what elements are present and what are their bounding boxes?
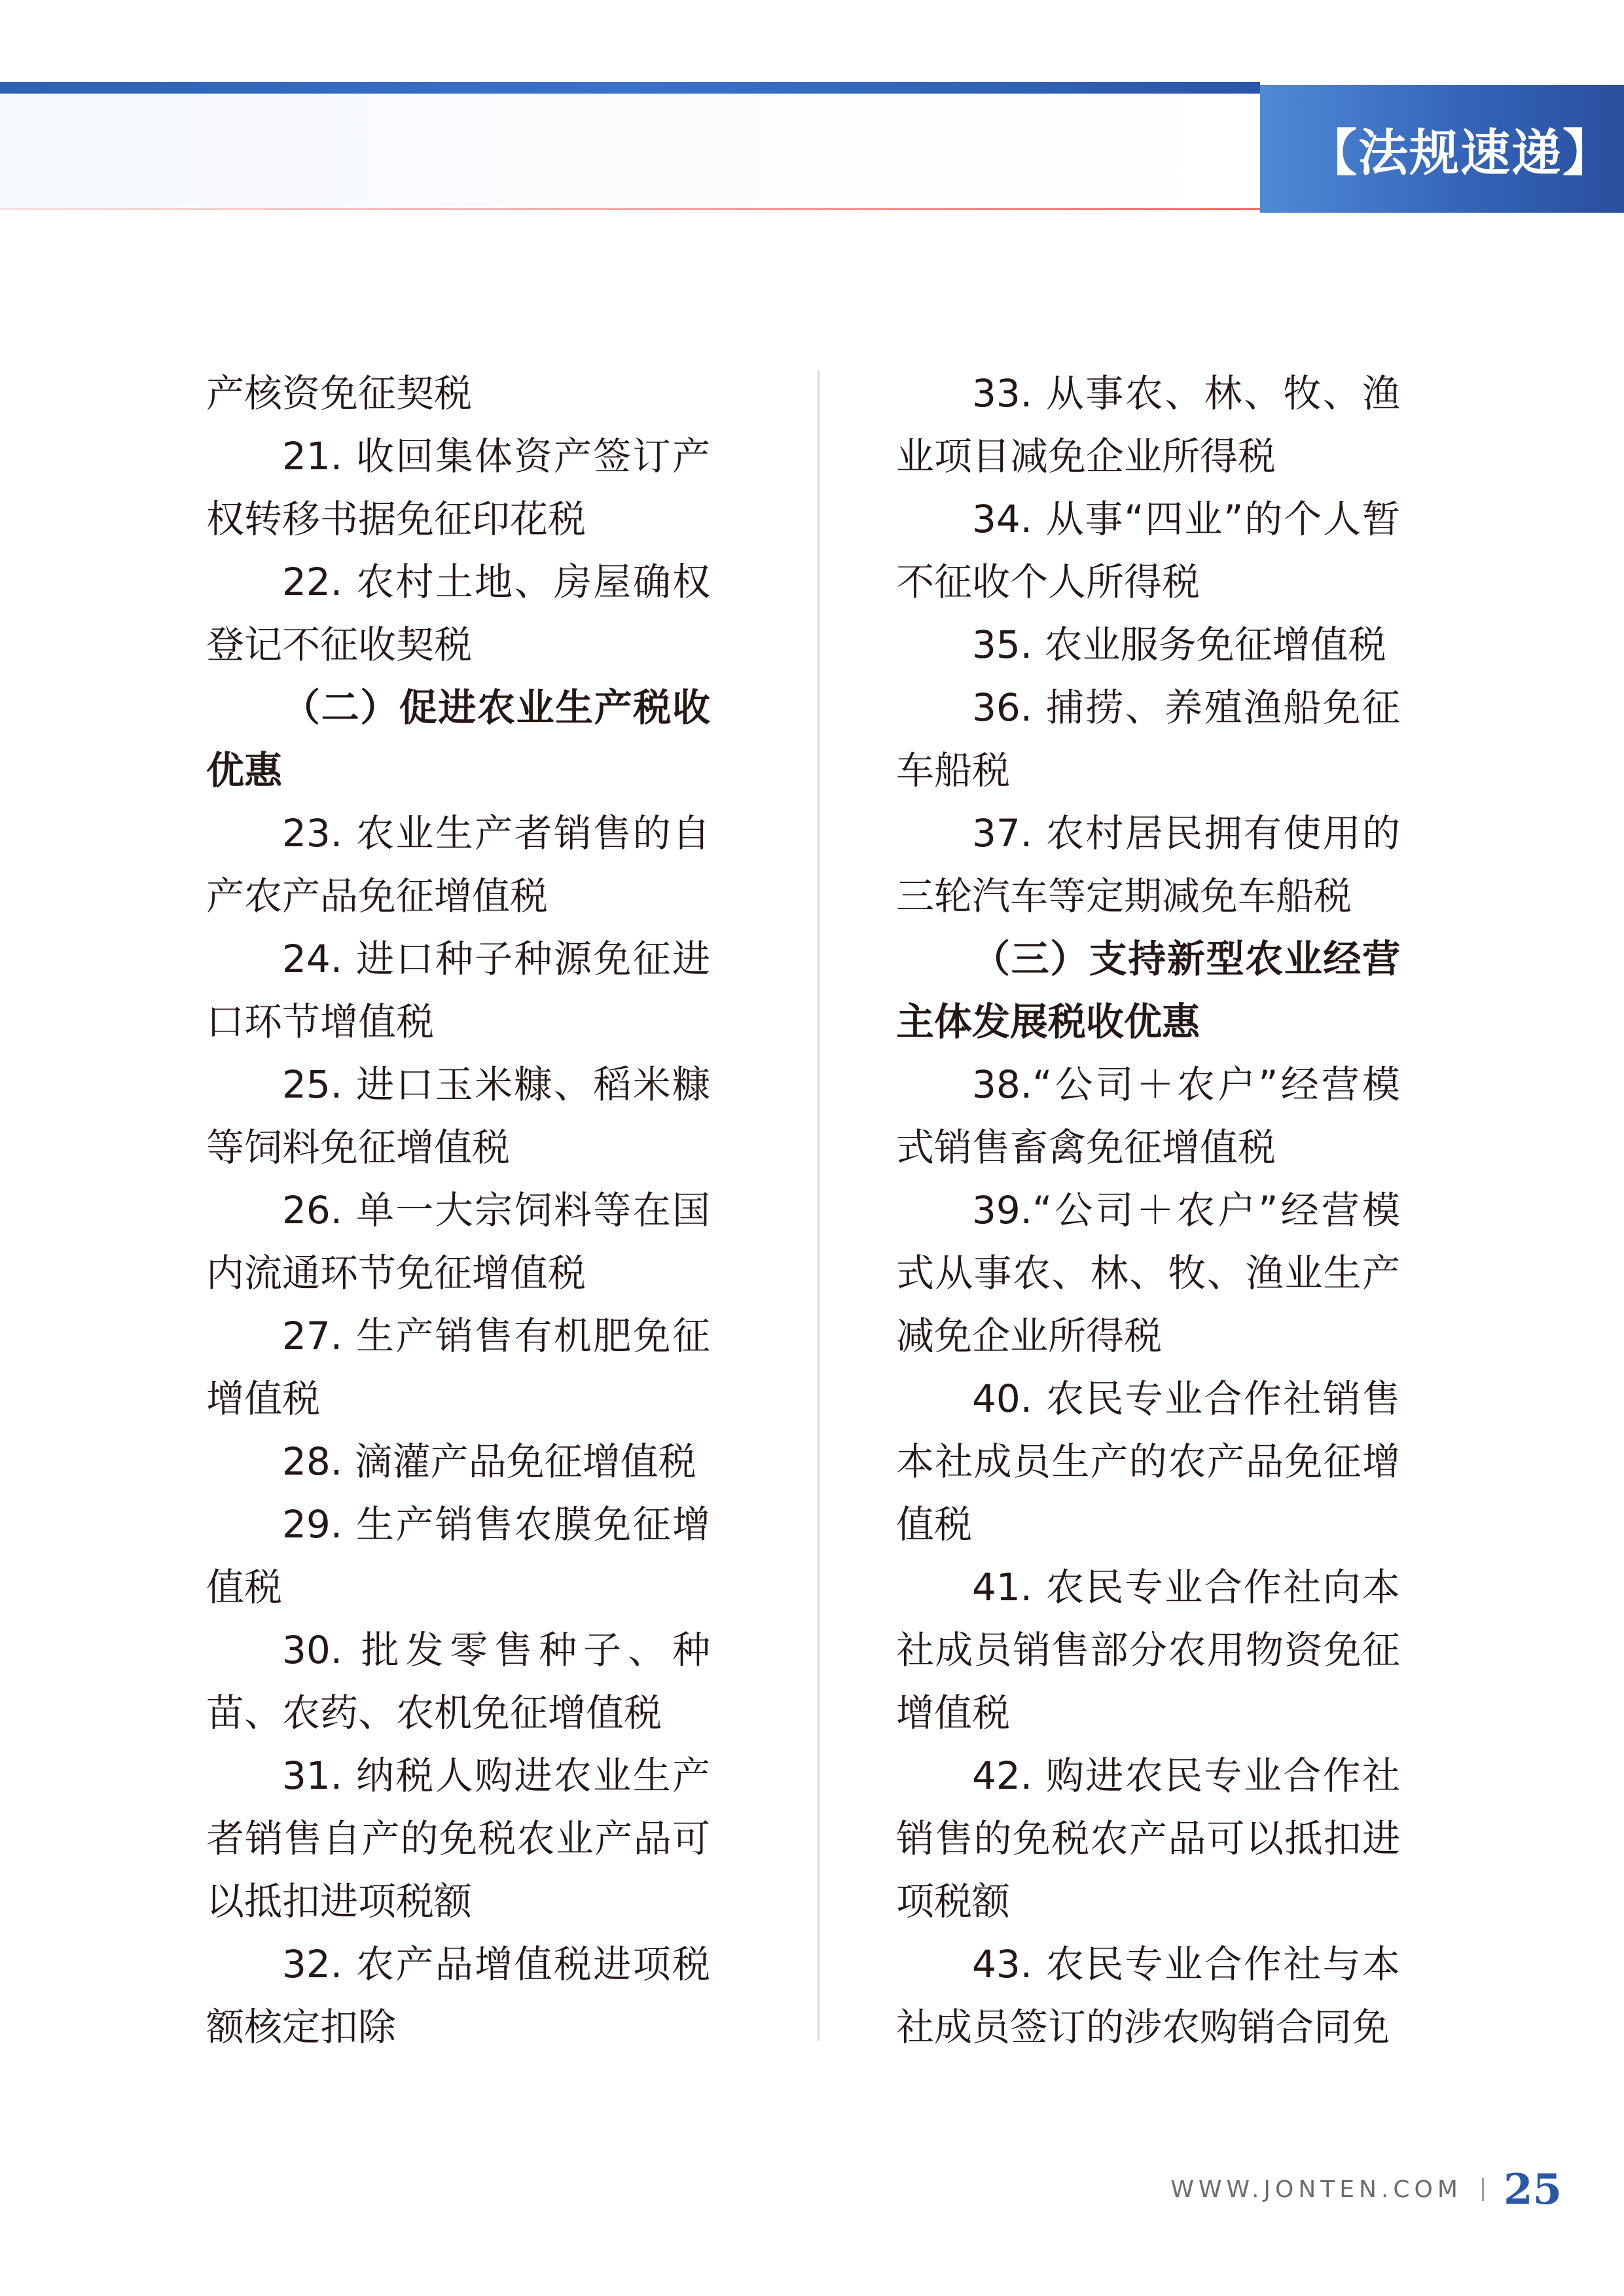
page-number: 25: [1503, 2164, 1562, 2214]
list-item: 28. 滴灌产品免征增值税: [282, 1439, 696, 1484]
header-band: [0, 94, 1260, 210]
list-item: 37. 农村居民拥有使用的三轮汽车等定期减免车船税: [896, 811, 1400, 918]
list-item: 23. 农业生产者销售的自产农产品免征增值税: [206, 811, 710, 918]
left-column: [206, 362, 710, 2058]
list-item: 40. 农民专业合作社销售本社成员生产的农产品免征增值税: [896, 1376, 1400, 1547]
list-item: 24. 进口种子种源免征进口环节增值税: [206, 937, 710, 1044]
list-item: 43. 农民专业合作社与本社成员签订的涉农购销合同免: [896, 1942, 1400, 2049]
list-item: 33. 从事农、林、牧、渔业项目减免企业所得税: [896, 371, 1400, 478]
list-item: 产核资免征契税: [206, 371, 473, 416]
list-item: 35. 农业服务免征增值税: [972, 622, 1386, 667]
header-accent-line: [0, 82, 1260, 94]
list-item: 32. 农产品增值税进项税额核定扣除: [206, 1942, 710, 2049]
section-heading: （三）支持新型农业经营主体发展税收优惠: [896, 937, 1400, 1044]
section-tag-label: 【法规速递】: [1307, 124, 1614, 182]
list-item: 22. 农村土地、房屋确权登记不征收契税: [206, 560, 710, 667]
list-item: 41. 农民专业合作社向本社成员销售部分农用物资免征增值税: [896, 1565, 1400, 1735]
section-heading: （二）促进农业生产税收优惠: [206, 685, 710, 793]
list-item: 25. 进口玉米糠、稻米糠等饲料免征增值税: [206, 1062, 710, 1170]
list-item: 31. 纳税人购进农业生产者销售自产的免税农业产品可以抵扣进项税额: [206, 1753, 710, 1924]
list-item: 30. 批发零售种子、种苗、农药、农机免征增值税: [206, 1628, 710, 1735]
footer-url: WWW.JONTEN.COM: [1170, 2176, 1462, 2203]
list-item: 21. 收回集体资产签订产权转移书据免征印花税: [206, 434, 710, 541]
list-item: 36. 捕捞、养殖渔船免征车船税: [896, 685, 1400, 793]
footer-separator: [1482, 2178, 1484, 2201]
list-item: 39.“公司＋农户”经营模式从事农、林、牧、渔业生产减免企业所得税: [896, 1188, 1400, 1358]
list-item: 29. 生产销售农膜免征增值税: [206, 1502, 710, 1609]
section-tag: [1260, 85, 1624, 213]
list-item: 38.“公司＋农户”经营模式销售畜禽免征增值税: [896, 1062, 1400, 1170]
page-footer: [1170, 2160, 1562, 2219]
list-item: 34. 从事“四业”的个人暂不征收个人所得税: [896, 497, 1400, 604]
list-item: 26. 单一大宗饲料等在国内流通环节免征增值税: [206, 1188, 710, 1295]
list-item: 42. 购进农民专业合作社销售的免税农产品可以抵扣进项税额: [896, 1753, 1400, 1924]
column-divider: [818, 370, 820, 2041]
right-column: [896, 362, 1400, 2058]
list-item: 27. 生产销售有机肥免征增值税: [206, 1314, 710, 1421]
